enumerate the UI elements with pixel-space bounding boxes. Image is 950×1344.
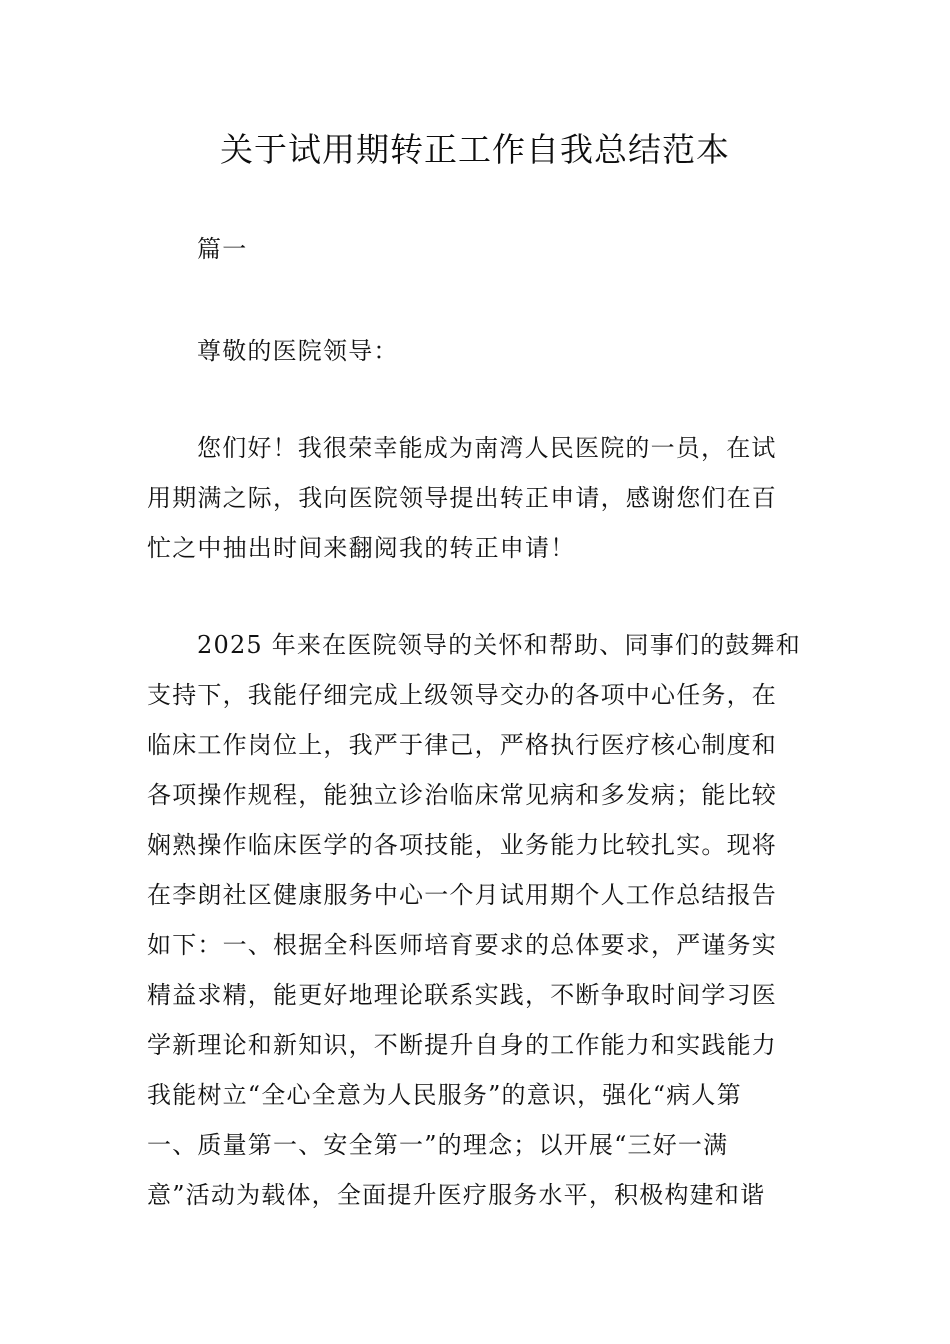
paragraph-line: 各项操作规程，能独立诊治临床常见病和多发病；能比较 (147, 781, 777, 809)
paragraph-line: 学新理论和新知识，不断提升自身的工作能力和实践能力 (147, 1031, 777, 1059)
document-title: 关于试用期转正工作自我总结范本 (220, 130, 730, 169)
paragraph-line: 2025 年来在医院领导的关怀和帮助、同事们的鼓舞和 (197, 631, 801, 659)
paragraph-line: 支持下，我能仔细完成上级领导交办的各项中心任务，在 (147, 681, 777, 709)
paragraph-line: 在李朗社区健康服务中心一个月试用期个人工作总结报告 (147, 881, 777, 909)
salutation: 尊敬的医院领导： (197, 337, 399, 365)
paragraph-line: 精益求精，能更好地理论联系实践，不断争取时间学习医 (147, 981, 777, 1009)
paragraph-line: 我能树立“全心全意为人民服务”的意识，强化“病人第 (147, 1081, 742, 1109)
paragraph-line: 用期满之际，我向医院领导提出转正申请，感谢您们在百 (147, 484, 777, 512)
section-label: 篇一 (197, 235, 248, 263)
paragraph-line: 意”活动为载体，全面提升医疗服务水平，积极构建和谐 (147, 1181, 766, 1209)
paragraph-line: 忙之中抽出时间来翻阅我的转正申请！ (147, 534, 576, 562)
paragraph-line: 一、质量第一、安全第一”的理念；以开展“三好一满 (147, 1131, 729, 1159)
paragraph-line: 临床工作岗位上，我严于律己，严格执行医疗核心制度和 (147, 731, 777, 759)
paragraph-line: 如下：一、根据全科医师培育要求的总体要求，严谨务实 (147, 931, 777, 959)
paragraph-line: 娴熟操作临床医学的各项技能，业务能力比较扎实。现将 (147, 831, 777, 859)
paragraph-line: 您们好！我很荣幸能成为南湾人民医院的一员，在试 (197, 434, 777, 462)
